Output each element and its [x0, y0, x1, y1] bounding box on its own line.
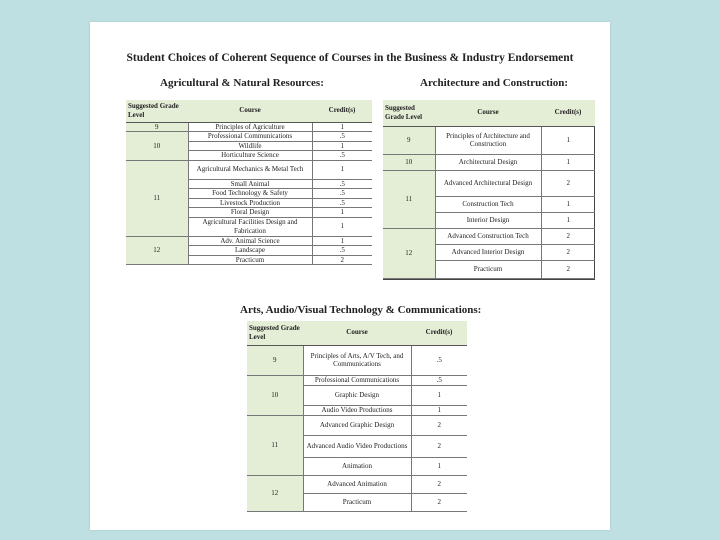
credit-cell: 1	[312, 122, 372, 132]
grade-cell: 10	[126, 132, 188, 161]
credit-cell: .5	[312, 132, 372, 142]
credit-cell: 1	[411, 405, 467, 415]
credit-cell: .5	[312, 198, 372, 208]
credit-cell: .5	[312, 179, 372, 189]
course-cell: Small Animal	[188, 179, 312, 189]
credit-cell: 1	[312, 217, 372, 236]
course-cell: Practicum	[435, 260, 541, 278]
document-page	[90, 22, 610, 530]
credit-cell: 2	[411, 475, 467, 493]
grade-cell: 12	[383, 228, 435, 278]
course-cell: Principles of Architecture and Construction	[435, 126, 541, 154]
credit-cell: 2	[541, 260, 595, 278]
course-cell: Professional Communications	[303, 375, 411, 385]
grade-cell: 12	[126, 236, 188, 265]
header-course: Course	[188, 100, 312, 122]
credit-cell: .5	[312, 246, 372, 256]
course-cell: Graphic Design	[303, 385, 411, 405]
course-cell: Livestock Production	[188, 198, 312, 208]
course-cell: Interior Design	[435, 212, 541, 228]
course-cell: Advanced Animation	[303, 475, 411, 493]
course-cell: Advanced Audio Video Productions	[303, 435, 411, 457]
credit-cell: 1	[312, 236, 372, 246]
agriculture-table	[126, 100, 372, 265]
course-cell: Horticulture Science	[188, 151, 312, 161]
course-cell: Practicum	[188, 255, 312, 265]
course-cell: Animation	[303, 457, 411, 475]
credit-cell: 2	[541, 170, 595, 196]
credit-cell: 1	[312, 160, 372, 179]
arts-table	[247, 321, 467, 512]
credit-cell: 2	[541, 228, 595, 244]
course-cell: Advanced Graphic Design	[303, 415, 411, 435]
grade-cell: 11	[126, 160, 188, 236]
credit-cell: 2	[411, 435, 467, 457]
credit-cell: 2	[312, 255, 372, 265]
architecture-table	[383, 100, 595, 279]
course-cell: Architectural Design	[435, 154, 541, 170]
header-credits: Credit(s)	[411, 321, 467, 345]
course-cell: Advanced Interior Design	[435, 244, 541, 260]
credit-cell: 1	[312, 141, 372, 151]
header-course: Course	[303, 321, 411, 345]
section-title-architecture: Architecture and Construction:	[420, 77, 569, 89]
credit-cell: 1	[411, 385, 467, 405]
credit-cell: 2	[411, 415, 467, 435]
course-cell: Wildlife	[188, 141, 312, 151]
credit-cell: 1	[312, 208, 372, 218]
header-course: Course	[435, 100, 541, 126]
page-title: Student Choices of Coherent Sequence of Courses in the Business & Industry Endorsement	[126, 52, 574, 64]
course-cell: Practicum	[303, 493, 411, 511]
header-grade: Suggested Grade Level	[126, 100, 188, 122]
credit-cell: 2	[541, 244, 595, 260]
course-cell: Adv. Animal Science	[188, 236, 312, 246]
course-cell: Advanced Construction Tech	[435, 228, 541, 244]
header-grade: Suggested Grade Level	[383, 100, 435, 126]
grade-cell: 10	[247, 375, 303, 415]
credit-cell: .5	[312, 151, 372, 161]
course-cell: Floral Design	[188, 208, 312, 218]
grade-cell: 9	[247, 345, 303, 375]
grade-cell: 9	[126, 122, 188, 132]
grade-cell: 11	[383, 170, 435, 228]
section-title-arts: Arts, Audio/Visual Technology & Communications:	[240, 304, 482, 316]
course-cell: Landscape	[188, 246, 312, 256]
course-cell: Professional Communications	[188, 132, 312, 142]
grade-cell: 10	[383, 154, 435, 170]
grade-cell: 9	[383, 126, 435, 154]
header-grade: Suggested Grade Level	[247, 321, 303, 345]
credit-cell: .5	[411, 345, 467, 375]
grade-cell: 12	[247, 475, 303, 511]
course-cell: Principles of Agriculture	[188, 122, 312, 132]
course-cell: Agricultural Mechanics & Metal Tech	[188, 160, 312, 179]
course-cell: Principles of Arts, A/V Tech, and Communications	[303, 345, 411, 375]
credit-cell: 1	[541, 196, 595, 212]
credit-cell: .5	[411, 375, 467, 385]
course-cell: Agricultural Facilities Design and Fabrication	[188, 217, 312, 236]
course-cell: Construction Tech	[435, 196, 541, 212]
credit-cell: 1	[541, 126, 595, 154]
header-credits: Credit(s)	[541, 100, 595, 126]
course-cell: Food Technology & Safety	[188, 189, 312, 199]
credit-cell: 2	[411, 493, 467, 511]
header-credits: Credit(s)	[312, 100, 372, 122]
course-cell: Audio Video Productions	[303, 405, 411, 415]
credit-cell: 1	[411, 457, 467, 475]
course-cell: Advanced Architectural Design	[435, 170, 541, 196]
grade-cell: 11	[247, 415, 303, 475]
credit-cell: 1	[541, 212, 595, 228]
credit-cell: .5	[312, 189, 372, 199]
credit-cell: 1	[541, 154, 595, 170]
section-title-agriculture: Agricultural & Natural Resources:	[160, 77, 324, 89]
